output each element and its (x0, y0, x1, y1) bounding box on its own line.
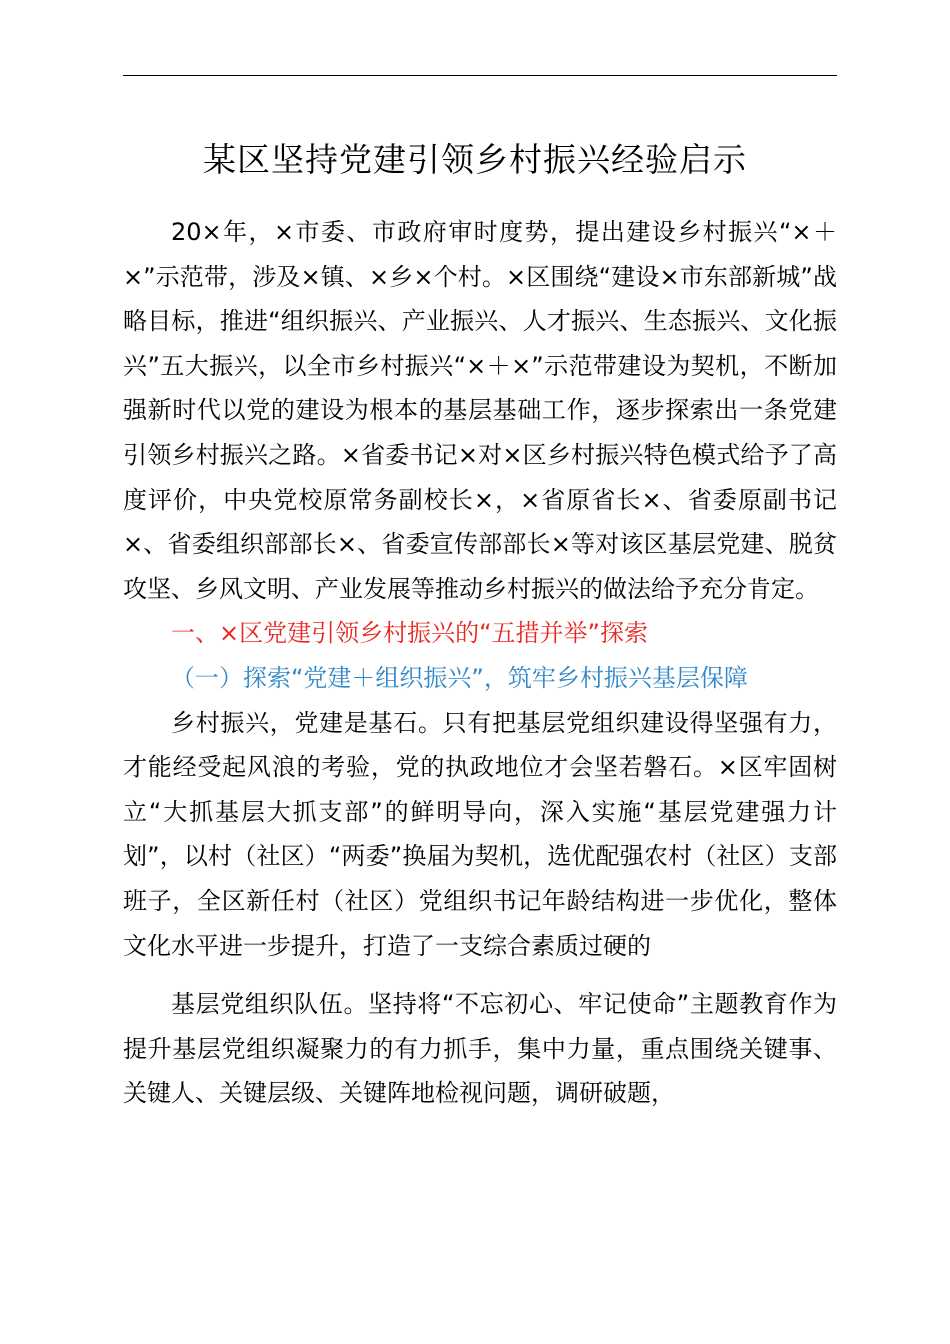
section-1-heading: 一、×区党建引领乡村振兴的“五措并举”探索 (171, 619, 648, 648)
header-rule (123, 75, 837, 76)
intro-paragraph: 20×年，×市委、市政府审时度势，提出建设乡村振兴“×＋×”示范带，涉及×镇、×乡×个村。×区围绕“建设×市东部新城”战略目标，推进“组织振兴、产业振兴、人才振兴、生态振兴、文化振兴”五大振兴，以全市乡村振兴“×＋×”示范带建设为契机，不断加强新时代以党的建设为根本的基层基础工作，逐步探索出一条党建引领乡村振兴之路。×省委书记×对×区乡村振兴特色模式给予了高度评价，中央党校原常务副校长×，×省原省长×、省委原副书记×、省委组织部部长×、省委宣传部部长×等对该区基层党建、脱贫攻坚、乡风文明、产业发展等推动乡村振兴的做法给予充分肯定。 (123, 218, 837, 603)
subsection-1-paragraph: 乡村振兴，党建是基石。只有把基层党组织建设得坚强有力，才能经受起风浪的考验，党的执政地位才会坚若磐石。×区牢固树立“大抓基层大抓支部”的鲜明导向，深入实施“基层党建强力计划”，以村（社区）“两委”换届为契机，选优配强农村（社区）支部班子，全区新任村（社区）党组织书记年龄结构进一步优化，整体文化水平进一步提升，打造了一支综合素质过硬的 (123, 708, 837, 960)
subsection-1-paragraph-continued: 基层党组织队伍。坚持将“不忘初心、牢记使命”主题教育作为提升基层党组织凝聚力的有力抓手，集中力量，重点围绕关键事、关键人、关键层级、关键阵地检视问题，调研破题， (123, 990, 837, 1108)
subsection-1-heading: （一）探索“党建＋组织振兴”，筑牢乡村振兴基层保障 (171, 663, 748, 692)
paragraph-gap (123, 968, 837, 982)
document-title: 某区坚持党建引领乡村振兴经验启示 (203, 140, 747, 179)
document-body (123, 210, 837, 1116)
